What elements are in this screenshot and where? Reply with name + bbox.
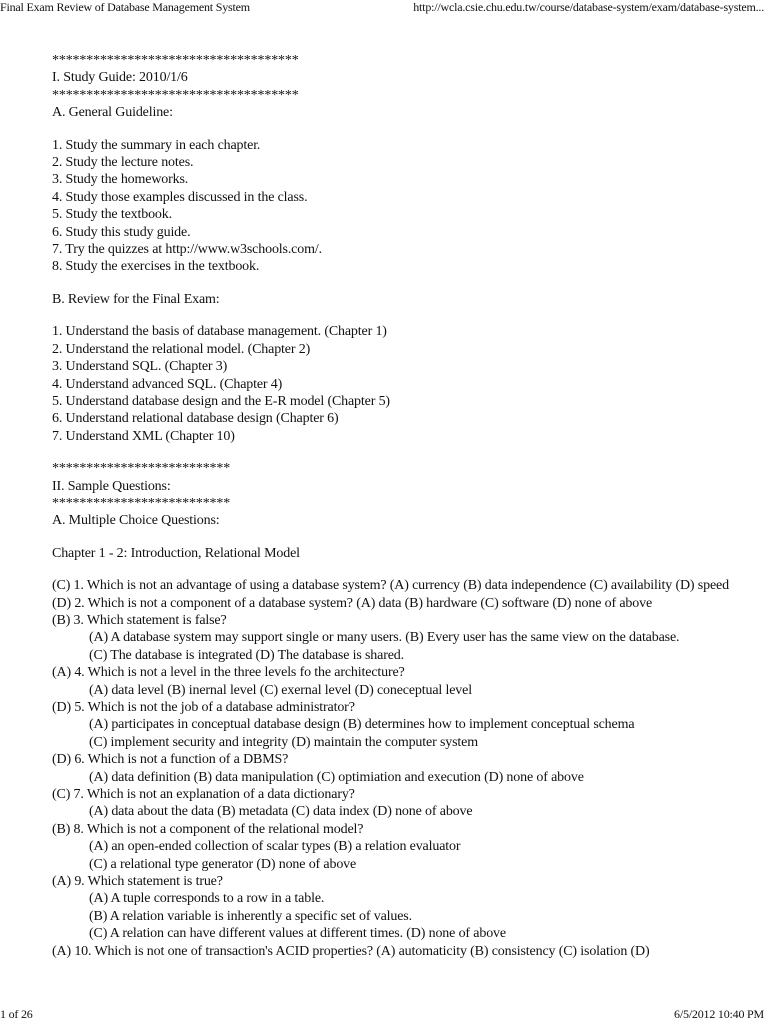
question-text: (A) 9. Which statement is true? [52, 874, 223, 890]
multiple-choice-heading: A. Multiple Choice Questions: [52, 513, 220, 529]
question-options: (A) A tuple corresponds to a row in a table. [89, 891, 325, 907]
separator-stars: ************************** [52, 495, 231, 511]
question-options: (A) participates in conceptual database design (B) determines how to implement conceptual schema [89, 717, 635, 733]
general-guideline-list [52, 137, 764, 276]
list-item: 4. Understand advanced SQL. (Chapter 4) [52, 376, 283, 392]
question-options: (A) data level (B) inernal level (C) exernal level (D) coneceptual level [89, 682, 472, 698]
spacer [52, 562, 764, 577]
list-item: 1. Study the summary in each chapter. [52, 137, 261, 153]
question-text: (B) 3. Which statement is false? [52, 612, 227, 628]
general-guideline-heading: A. General Guideline: [52, 105, 173, 121]
list-item: 4. Study those examples discussed in the class. [52, 189, 308, 205]
print-header-url: http://wcla.csie.chu.edu.tw/course/database-system/exam/database-system... [413, 0, 764, 14]
question-text: (B) 8. Which is not a component of the relational model? [52, 821, 364, 837]
question-text: (A) 4. Which is not a level in the three levels fo the architecture? [52, 665, 405, 681]
question-text: (D) 6. Which is not a function of a DBMS? [52, 752, 289, 768]
list-item: 7. Try the quizzes at http://www.w3schools.com/. [52, 242, 322, 258]
list-item: 3. Study the homeworks. [52, 172, 189, 188]
review-heading: B. Review for the Final Exam: [52, 291, 220, 307]
chapter-heading: Chapter 1 - 2: Introduction, Relational Model [52, 545, 300, 561]
separator-stars: ************************** [52, 461, 231, 477]
question-options: (B) A relation variable is inherently a specific set of values. [89, 908, 412, 924]
list-item: 1. Understand the basis of database management. (Chapter 1) [52, 324, 387, 340]
section-title-sample-questions: II. Sample Questions: [52, 478, 171, 494]
print-footer-page: 1 of 26 [0, 1007, 33, 1021]
question-options: (A) A database system may support single or many users. (B) Every user has the same view on the database. [89, 630, 680, 646]
question-item [52, 786, 764, 821]
question-item [52, 873, 764, 943]
section-title-study-guide: I. Study Guide: 2010/1/6 [52, 70, 188, 86]
spacer [52, 308, 764, 323]
list-item: 8. Study the exercises in the textbook. [52, 259, 260, 275]
document-body [52, 52, 764, 960]
question-text: (D) 5. Which is not the job of a database administrator? [52, 700, 355, 715]
question-item [52, 821, 764, 873]
list-item: 5. Study the textbook. [52, 207, 172, 223]
spacer [52, 530, 764, 545]
print-footer-datetime: 6/5/2012 10:40 PM [674, 1007, 764, 1021]
separator-stars: ************************************ [52, 87, 299, 103]
question-item [52, 595, 764, 612]
question-options: (A) data about the data (B) metadata (C) data index (D) none of above [89, 804, 473, 820]
question-options: (A) an open-ended collection of scalar types (B) a relation evaluator [89, 839, 461, 855]
question-options: (C) A relation can have different values at different times. (D) none of above [89, 926, 506, 942]
list-item: 2. Study the lecture notes. [52, 155, 194, 171]
separator-stars: ************************************ [52, 53, 299, 68]
question-item [52, 664, 764, 699]
list-item: 2. Understand the relational model. (Chapter 2) [52, 341, 311, 357]
question-item [52, 577, 764, 594]
spacer [52, 445, 764, 460]
question-text: (C) 1. Which is not an advantage of using a database system? (A) currency (B) data independence (C) availability (D) speed [52, 578, 729, 594]
review-list [52, 323, 764, 445]
question-options: (C) implement security and integrity (D) maintain the computer system [89, 734, 478, 750]
question-item [52, 612, 764, 664]
question-item [52, 943, 764, 960]
list-item: 6. Study this study guide. [52, 224, 191, 240]
question-options: (A) data definition (B) data manipulation (C) optimiation and execution (D) none of above [89, 769, 584, 785]
list-item: 6. Understand relational database design (Chapter 6) [52, 411, 339, 427]
print-header-title: Final Exam Review of Database Management System [0, 0, 250, 14]
question-item [52, 699, 764, 751]
question-options: (C) The database is integrated (D) The database is shared. [89, 647, 404, 663]
question-text: (C) 7. Which is not an explanation of a data dictionary? [52, 787, 355, 803]
list-item: 7. Understand XML (Chapter 10) [52, 428, 235, 444]
spacer [52, 276, 764, 291]
spacer [52, 122, 764, 137]
question-text: (A) 10. Which is not one of transaction's ACID properties? (A) automaticity (B) consistency (C) isolation (D) [52, 943, 650, 959]
question-item [52, 751, 764, 786]
question-text: (D) 2. Which is not a component of a database system? (A) data (B) hardware (C) software (D) none of above [52, 595, 653, 611]
list-item: 3. Understand SQL. (Chapter 3) [52, 359, 228, 375]
question-list [52, 577, 764, 960]
question-options: (C) a relational type generator (D) none of above [89, 856, 357, 872]
list-item: 5. Understand database design and the E-R model (Chapter 5) [52, 393, 390, 409]
